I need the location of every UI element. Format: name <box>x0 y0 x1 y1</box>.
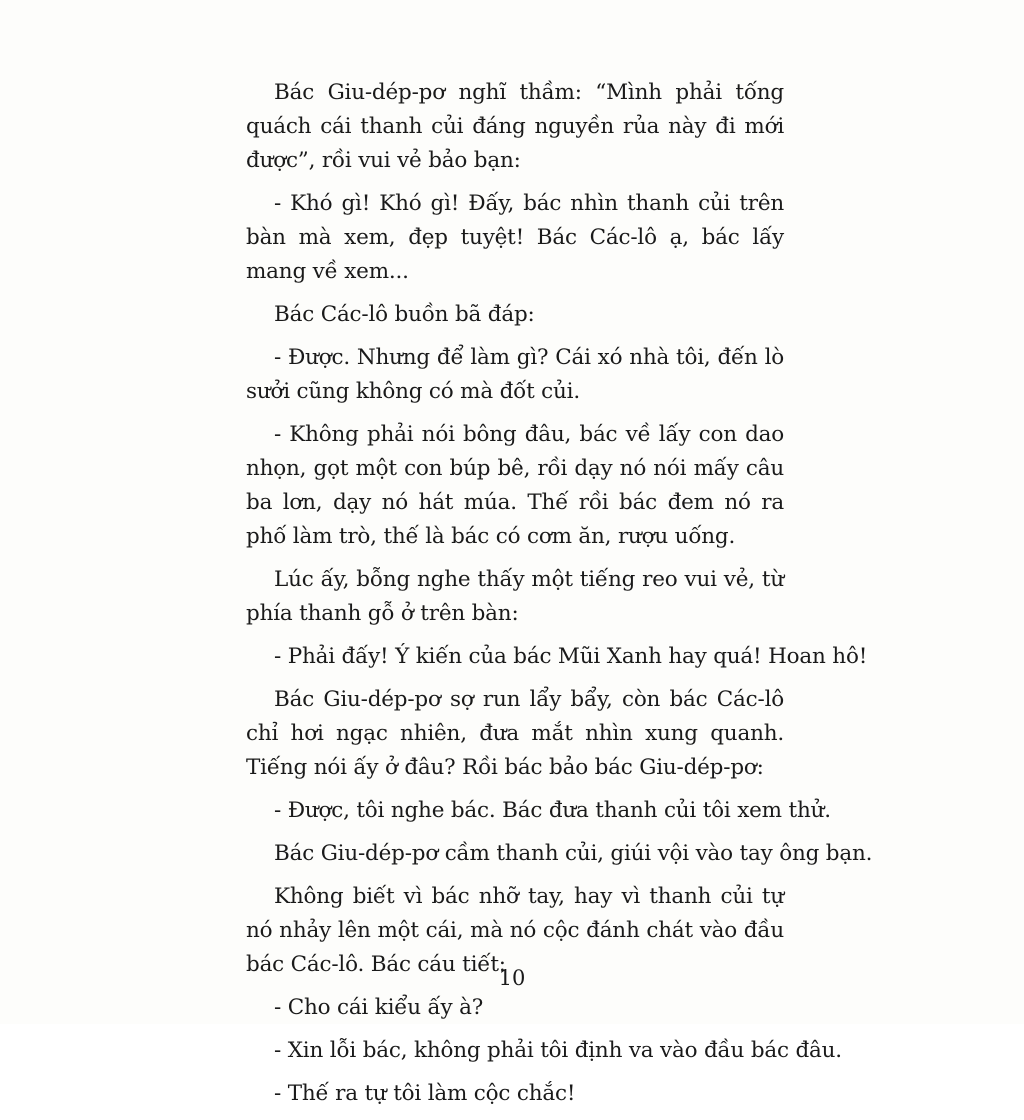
page-number: 10 <box>498 966 526 990</box>
paragraph-5: - Không phải nói bông đâu, bác về lấy con dao nhọn, gọt một con búp bê, rồi dạy nó nói mấy câu ba lơn, dạy nó hát múa. Thế rồi bác đem nó ra phố làm trò, thế là bác có cơm ăn, rượu uống. <box>246 422 784 549</box>
paragraph-7: - Phải đấy! Ý kiến của bác Mũi Xanh hay quá! Hoan hô! <box>274 644 868 669</box>
paragraph-14: - Thế ra tự tôi làm cộc chắc! <box>274 1081 576 1106</box>
paragraph-1: Bác Giu-dép-pơ nghĩ thầm: “Mình phải tống quách cái thanh củi đáng nguyền rủa này đi mới được”, rồi vui vẻ bảo bạn: <box>246 80 784 173</box>
paragraph-8: Bác Giu-dép-pơ sợ run lẩy bẩy, còn bác Các-lô chỉ hơi ngạc nhiên, đưa mắt nhìn xung quanh. Tiếng nói ấy ở đâu? Rồi bác bảo bác Giu-dép-pơ: <box>246 687 784 780</box>
paragraph-2: - Khó gì! Khó gì! Đấy, bác nhìn thanh củi trên bàn mà xem, đẹp tuyệt! Bác Các-lô ạ, bác lấy mang về xem... <box>246 191 784 284</box>
paragraph-11: Không biết vì bác nhỡ tay, hay vì thanh củi tự nó nhảy lên một cái, mà nó cộc đánh chát vào đầu bác Các-lô. Bác cáu tiết: <box>246 884 784 977</box>
paragraph-3: Bác Các-lô buồn bã đáp: <box>274 302 535 327</box>
body-text <box>246 76 873 1120</box>
paragraph-6: Lúc ấy, bỗng nghe thấy một tiếng reo vui vẻ, từ phía thanh gỗ ở trên bàn: <box>246 567 784 626</box>
paragraph-10: Bác Giu-dép-pơ cầm thanh củi, giúi vội vào tay ông bạn. <box>274 841 873 866</box>
paragraph-12: - Cho cái kiểu ấy à? <box>274 995 484 1020</box>
paragraph-4: - Được. Nhưng để làm gì? Cái xó nhà tôi, đến lò sưởi cũng không có mà đốt củi. <box>246 345 784 404</box>
paragraph-9: - Được, tôi nghe bác. Bác đưa thanh củi tôi xem thử. <box>274 798 831 823</box>
paragraph-13: - Xin lỗi bác, không phải tôi định va vào đầu bác đâu. <box>274 1038 842 1063</box>
